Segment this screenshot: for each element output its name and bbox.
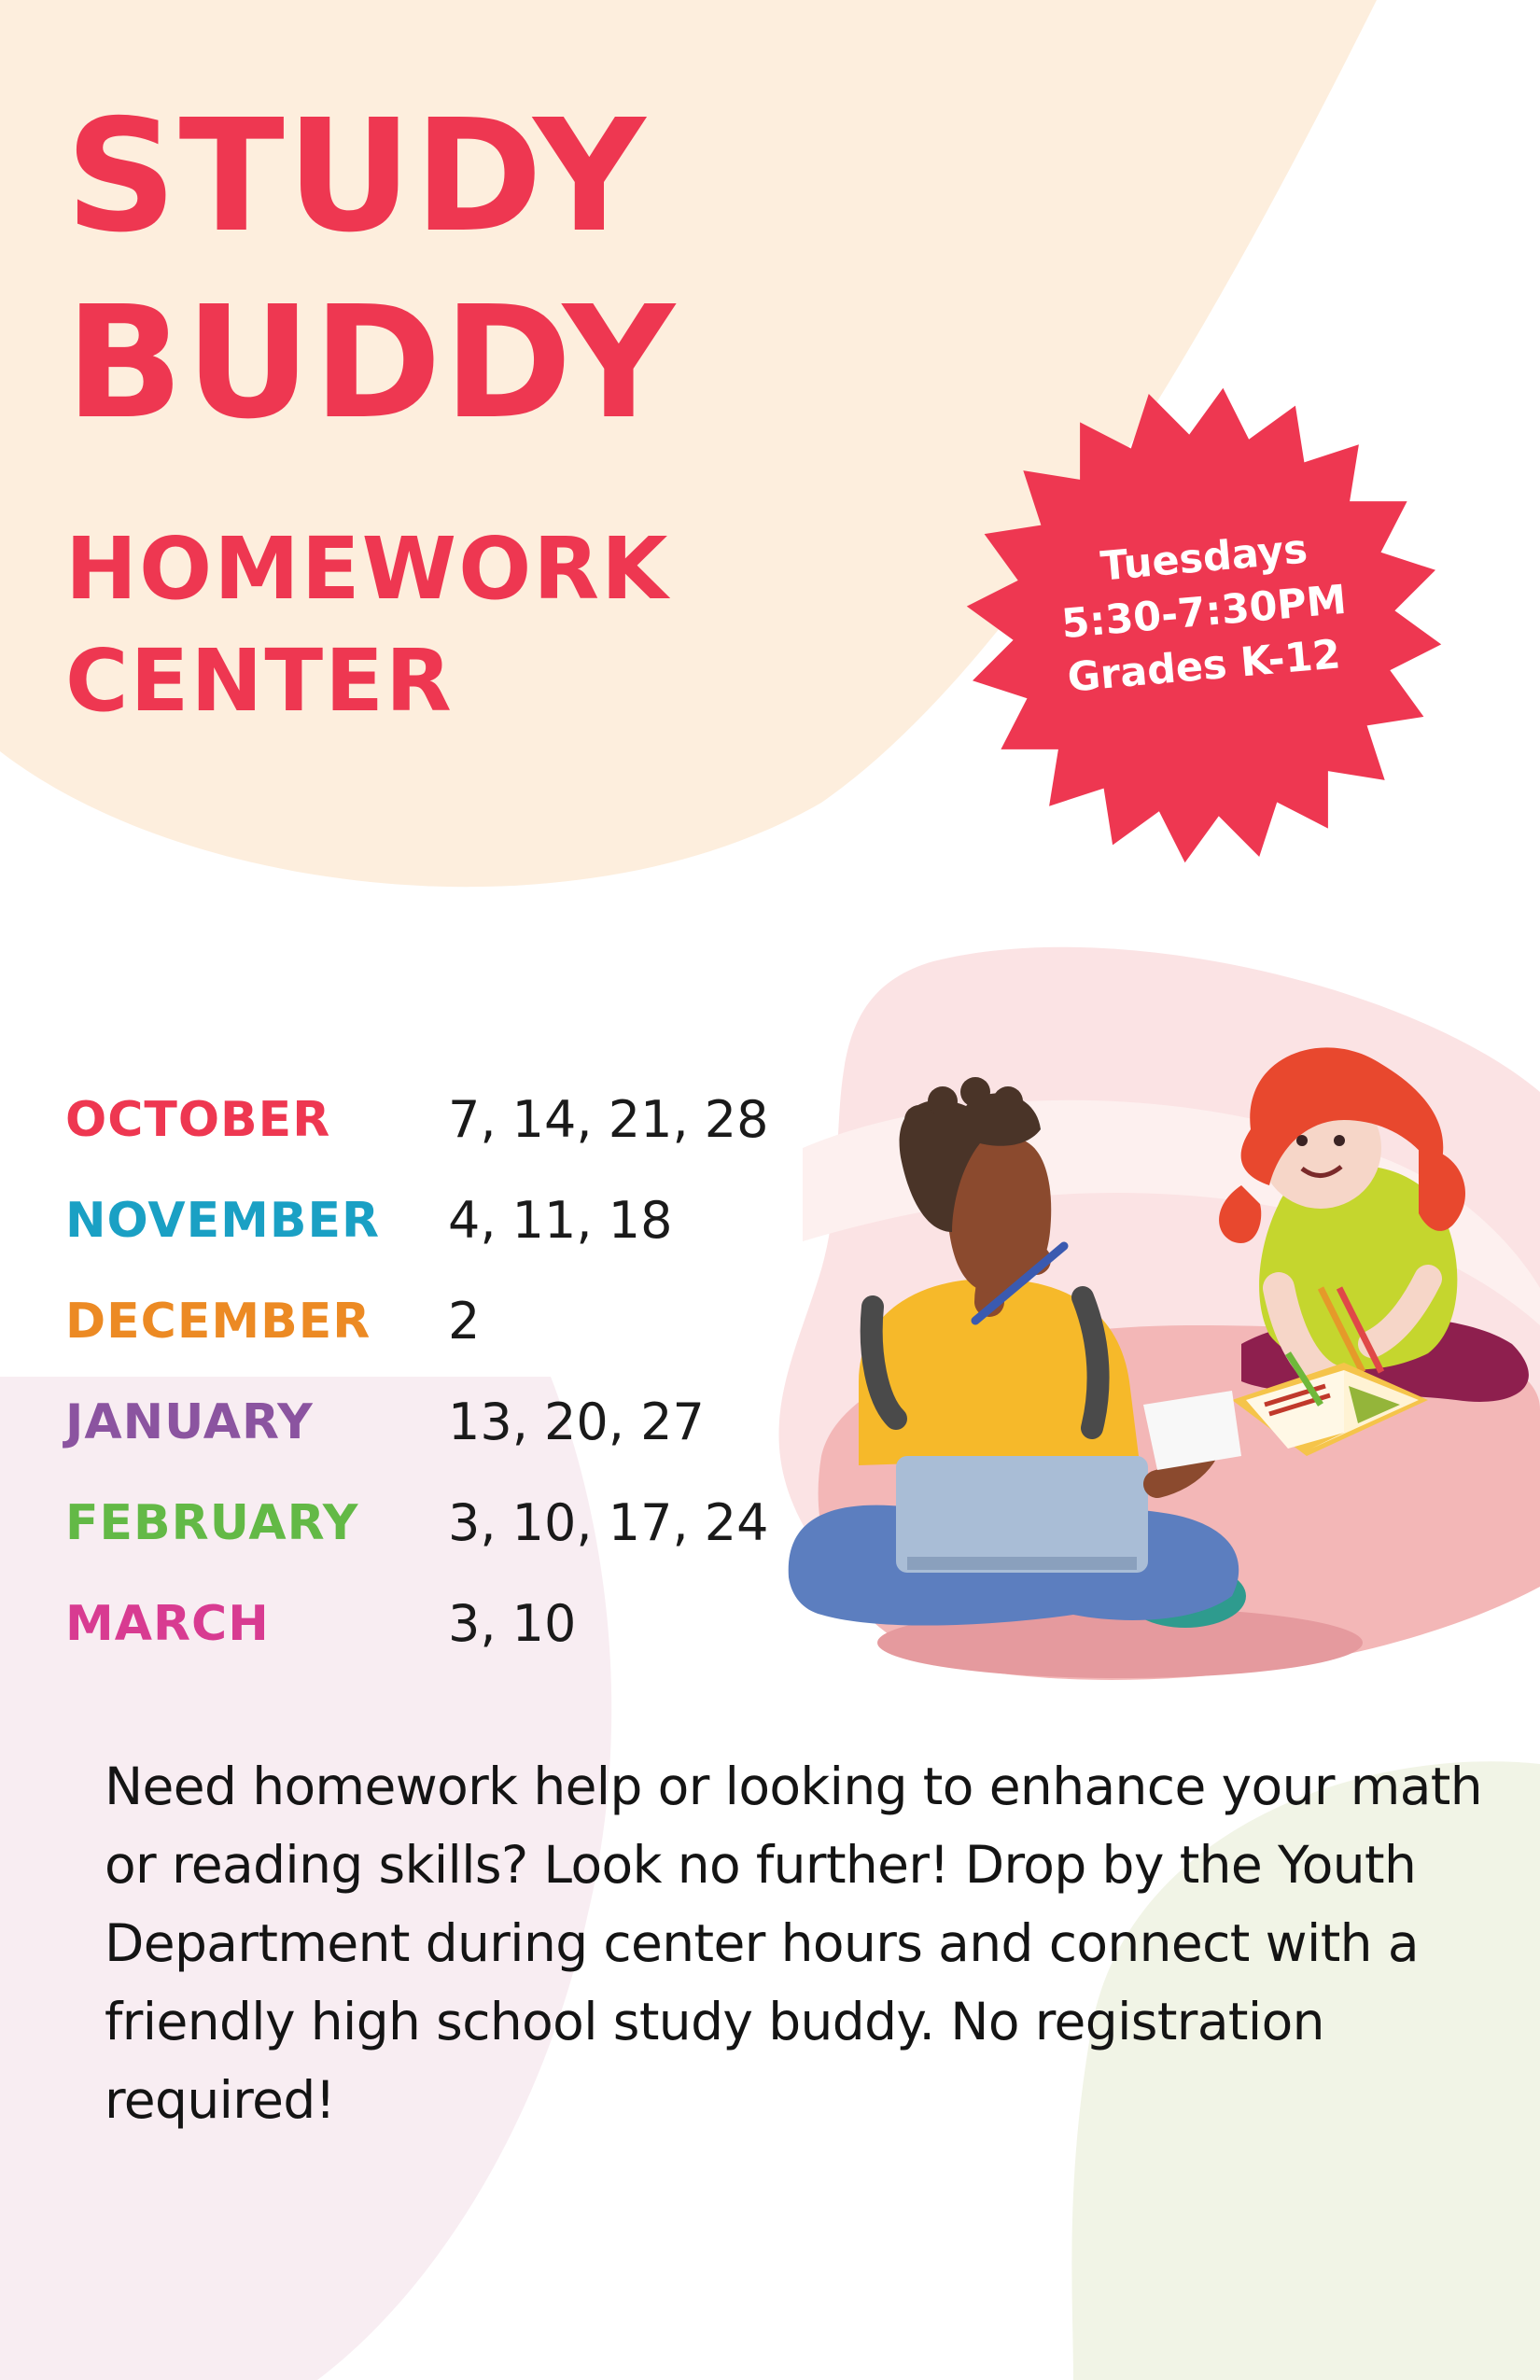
month-label: DECEMBER: [65, 1294, 371, 1350]
schedule-row-february: [65, 1486, 775, 1561]
schedule-row-march: [65, 1587, 775, 1661]
badge-day: Tuesdays: [1099, 525, 1309, 591]
month-dates: 3, 10, 17, 24: [448, 1493, 769, 1552]
month-label: MARCH: [65, 1596, 270, 1652]
schedule-row-january: [65, 1385, 775, 1460]
subtitle-center: CENTER: [65, 631, 454, 731]
title-study: STUDY: [65, 87, 648, 267]
program-description: Need homework help or looking to enhance your math or reading skills? Look no further! Drop by the Youth Department during center hours and connect with a friendly high school study buddy. No registration required!: [105, 1757, 1483, 2130]
month-dates: 7, 14, 21, 28: [448, 1090, 769, 1149]
month-label: JANUARY: [65, 1394, 314, 1450]
month-label: NOVEMBER: [65, 1193, 381, 1249]
badge-grades: Grades K-12: [1065, 631, 1343, 702]
month-dates: 2: [448, 1292, 481, 1351]
month-dates: 3, 10: [448, 1594, 577, 1653]
month-dates: 4, 11, 18: [448, 1191, 673, 1250]
title-buddy: BUDDY: [65, 273, 678, 454]
badge-time: 5:30-7:30PM: [1059, 576, 1349, 649]
schedule-row-october: [65, 1083, 775, 1157]
subtitle-homework: HOMEWORK: [65, 519, 670, 619]
month-label: OCTOBER: [65, 1092, 331, 1148]
month-label: FEBRUARY: [65, 1495, 359, 1551]
schedule-row-december: [65, 1284, 775, 1359]
schedule-row-november: [65, 1183, 775, 1258]
month-dates: 13, 20, 27: [448, 1393, 705, 1451]
